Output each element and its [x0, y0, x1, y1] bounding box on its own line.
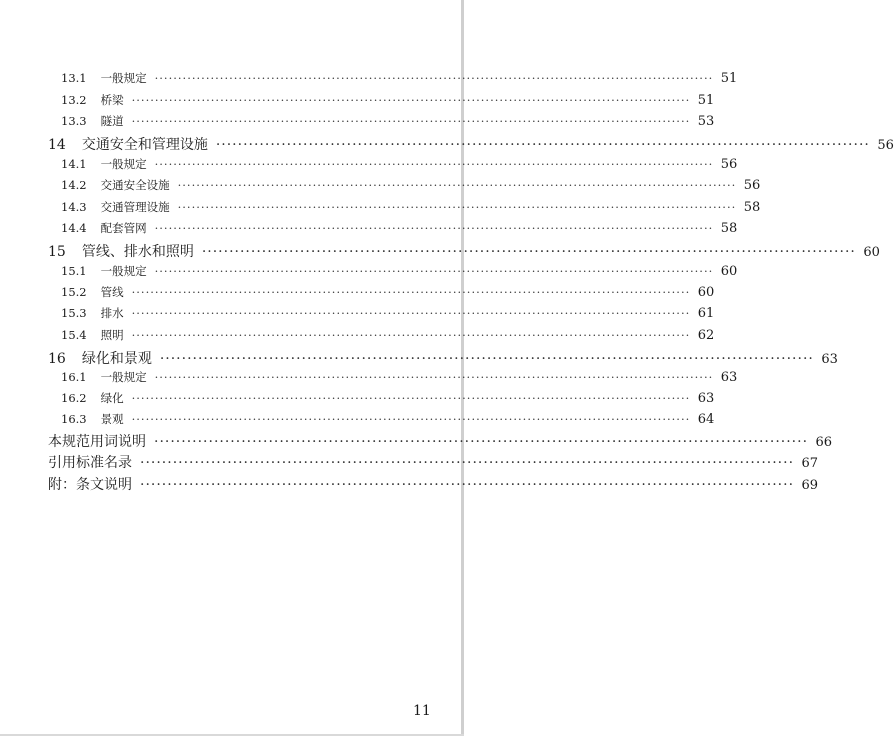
toc-entry-page: 63 — [720, 370, 738, 385]
toc-entry-number: 15.3 — [61, 306, 87, 320]
toc-section-entry[interactable] — [61, 284, 715, 300]
toc-section-entry[interactable] — [61, 305, 715, 321]
toc-entry-number: 14.1 — [61, 157, 87, 171]
toc-entry-title: 一般规定 — [100, 370, 147, 384]
toc-entry-title: 一般规定 — [100, 157, 147, 171]
toc-appendix-entry[interactable] — [48, 452, 819, 472]
toc-section-entry[interactable] — [61, 220, 738, 236]
toc-entry-page: 56 — [877, 138, 894, 153]
toc-entry-title: 隧道 — [100, 114, 124, 128]
toc-entry-title: 绿化 — [100, 391, 124, 405]
toc-entry-number: 13.2 — [61, 93, 87, 107]
toc-section-entry[interactable] — [61, 390, 715, 406]
toc-entry-title: 一般规定 — [100, 264, 147, 278]
toc-entry-number: 15 — [48, 244, 66, 260]
toc-section-entry[interactable] — [61, 411, 715, 427]
toc-dot-leader: ························································································································ — [131, 114, 691, 128]
toc-entry-title: 交通管理设施 — [100, 200, 170, 214]
toc-entry-page: 67 — [801, 456, 819, 471]
toc-chapter-entry[interactable] — [48, 241, 880, 261]
toc-chapter-entry[interactable] — [48, 348, 838, 368]
toc-entry-page: 51 — [720, 71, 738, 86]
toc-appendix-entry[interactable] — [48, 431, 833, 451]
toc-entry-number: 14.2 — [61, 178, 87, 192]
toc-entry-number: 16.3 — [61, 412, 87, 426]
toc-chapter-entry[interactable] — [48, 134, 894, 154]
toc-section-entry[interactable] — [61, 177, 761, 193]
toc-entry-page: 66 — [815, 435, 833, 450]
toc-dot-leader: ························································································································ — [140, 455, 795, 471]
toc-section-entry[interactable] — [61, 199, 761, 215]
toc-dot-leader: ························································································································ — [154, 221, 714, 235]
toc-entry-page: 69 — [801, 478, 819, 493]
toc-entry-title: 配套管网 — [100, 221, 147, 235]
toc-entry-title: 管线 — [100, 285, 124, 299]
toc-entry-page: 56 — [720, 157, 738, 172]
toc-entry-title: 照明 — [100, 328, 124, 342]
toc-section-entry[interactable] — [61, 263, 738, 279]
toc-entry-title: 附：条文说明 — [48, 477, 132, 493]
toc-dot-leader: ························································································································ — [177, 178, 737, 192]
toc-entry-page: 61 — [697, 306, 715, 321]
toc-dot-leader: ························································································································ — [154, 434, 809, 450]
toc-entry-page: 64 — [697, 412, 715, 427]
toc-dot-leader: ························································································································ — [131, 285, 691, 299]
toc-entry-number: 14.4 — [61, 221, 87, 235]
toc-entry-page: 63 — [697, 391, 715, 406]
toc-entry-title: 桥梁 — [100, 93, 124, 107]
toc-entry-title: 排水 — [100, 306, 124, 320]
toc-entry-number: 16 — [48, 351, 66, 367]
toc-dot-leader: ························································································································ — [177, 200, 737, 214]
page-edge-right — [461, 0, 464, 736]
toc-entry-page: 62 — [697, 328, 715, 343]
toc-entry-title: 景观 — [100, 412, 124, 426]
toc-dot-leader: ························································································································ — [154, 71, 714, 85]
toc-entry-number: 15.1 — [61, 264, 87, 278]
toc-dot-leader: ························································································································ — [215, 137, 870, 153]
toc-appendix-entry[interactable] — [48, 474, 819, 494]
toc-entry-page: 60 — [720, 264, 738, 279]
toc-entry-number: 14.3 — [61, 200, 87, 214]
toc-dot-leader: ························································································································ — [131, 391, 691, 405]
toc-entry-title: 管线、排水和照明 — [81, 244, 194, 260]
toc-entry-title: 引用标准名录 — [48, 455, 132, 471]
toc-dot-leader: ························································································································ — [154, 264, 714, 278]
toc-entry-page: 58 — [720, 221, 738, 236]
toc-dot-leader: ························································································································ — [131, 306, 691, 320]
toc-entry-number: 15.2 — [61, 285, 87, 299]
toc-entry-page: 63 — [821, 352, 838, 367]
toc-entry-page: 51 — [697, 93, 715, 108]
toc-dot-leader: ························································································································ — [154, 157, 714, 171]
toc-entry-page: 53 — [697, 114, 715, 129]
toc-entry-number: 14 — [48, 137, 66, 153]
toc-dot-leader: ························································································································ — [131, 93, 691, 107]
toc-entry-page: 60 — [863, 245, 880, 260]
toc-entry-title: 交通安全设施 — [100, 178, 170, 192]
toc-entry-title: 绿化和景观 — [81, 351, 152, 367]
toc-entry-page: 56 — [743, 178, 761, 193]
toc-dot-leader: ························································································································ — [131, 328, 691, 342]
toc-dot-leader: ························································································································ — [131, 412, 691, 426]
toc-section-entry[interactable] — [61, 70, 738, 86]
toc-entry-page: 58 — [743, 200, 761, 215]
toc-entry-page: 60 — [697, 285, 715, 300]
toc-entry-number: 13.3 — [61, 114, 87, 128]
toc-entry-number: 13.1 — [61, 71, 87, 85]
toc-entry-number: 16.2 — [61, 391, 87, 405]
toc-dot-leader: ························································································································ — [201, 244, 856, 260]
toc-dot-leader: ························································································································ — [154, 370, 714, 384]
toc-entry-title: 交通安全和管理设施 — [81, 137, 208, 153]
toc-entry-number: 16.1 — [61, 370, 87, 384]
toc-dot-leader: ························································································································ — [159, 351, 814, 367]
toc-section-entry[interactable] — [61, 327, 715, 343]
toc-section-entry[interactable] — [61, 156, 738, 172]
toc-entry-title: 一般规定 — [100, 71, 147, 85]
toc-entry-number: 15.4 — [61, 328, 87, 342]
toc-section-entry[interactable] — [61, 369, 738, 385]
toc-entry-title: 本规范用词说明 — [48, 434, 146, 450]
toc-section-entry[interactable] — [61, 92, 715, 108]
toc-dot-leader: ························································································································ — [140, 477, 795, 493]
toc-section-entry[interactable] — [61, 113, 715, 129]
folio-page-number: 11 — [413, 703, 431, 719]
